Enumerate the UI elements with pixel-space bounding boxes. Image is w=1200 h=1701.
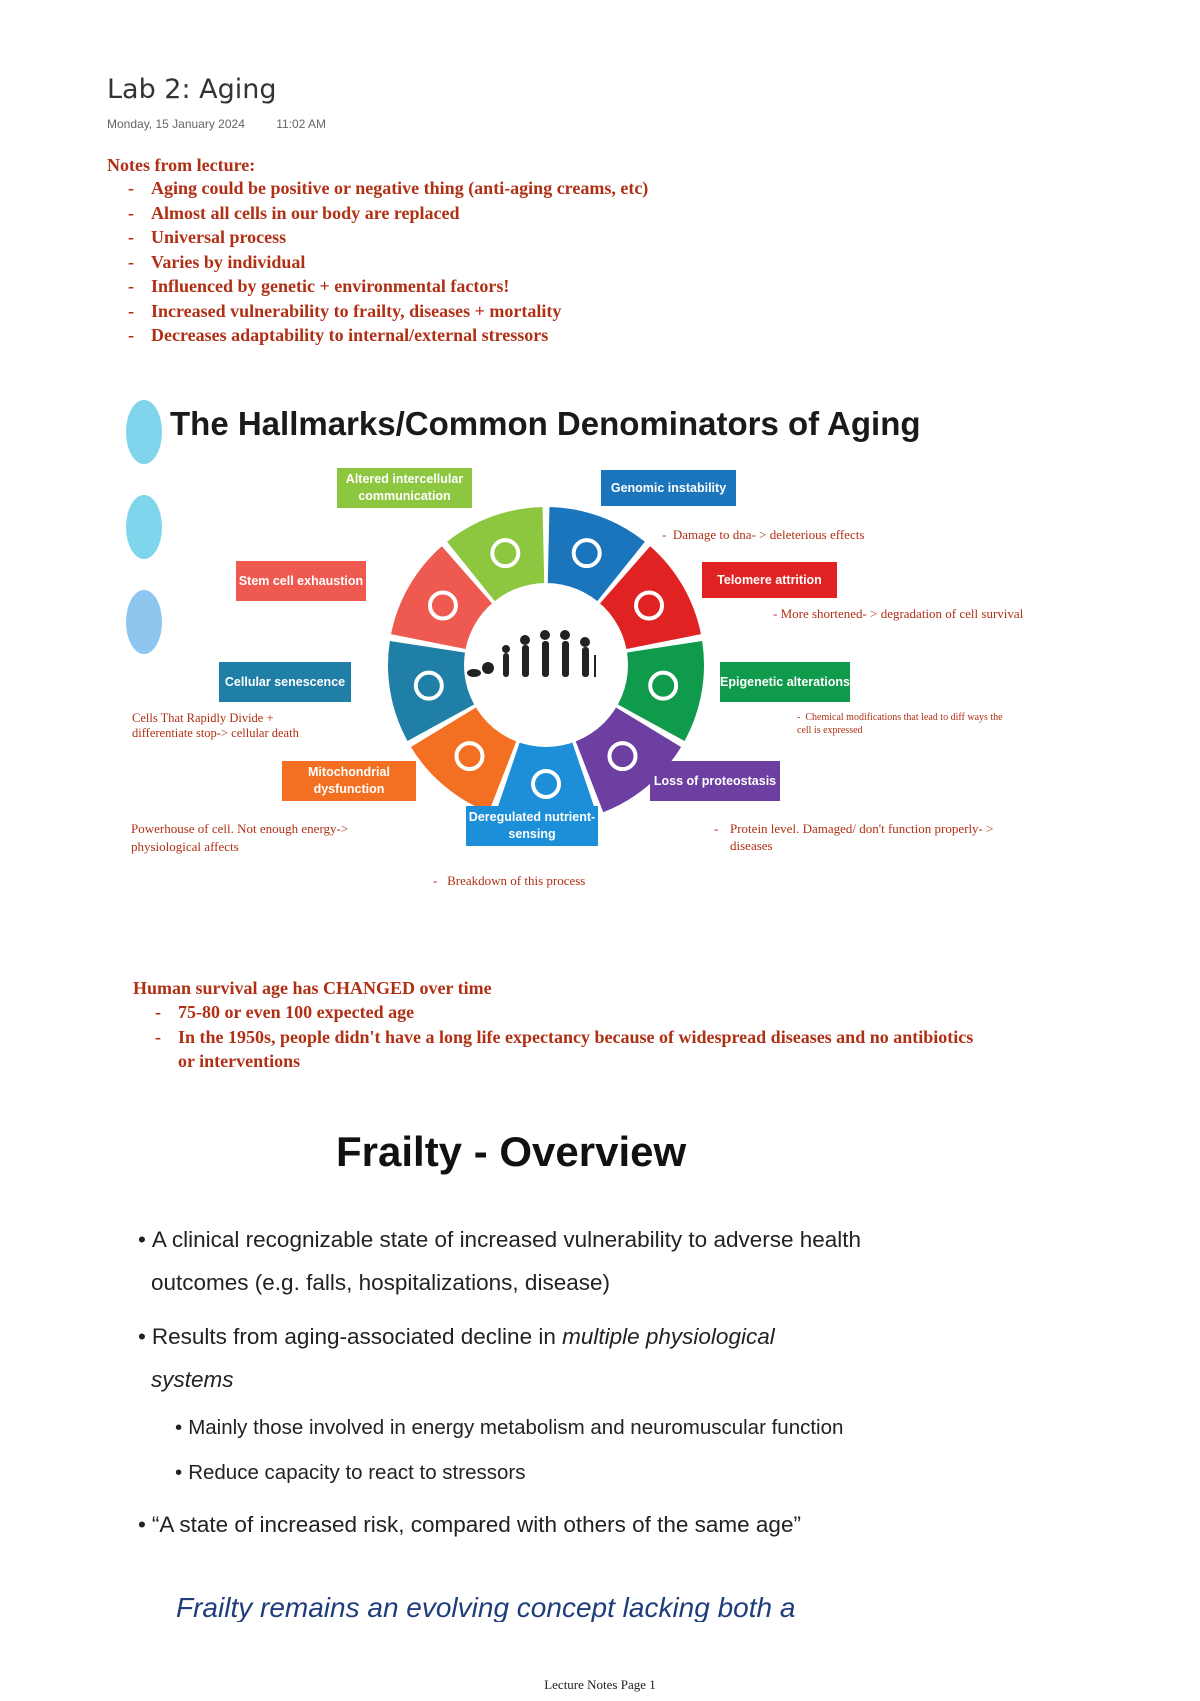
notes-heading: Notes from lecture: bbox=[107, 155, 256, 175]
list-item: - Influenced by genetic + environmental factors! bbox=[128, 274, 648, 299]
annotation-nutrient: - Breakdown of this process bbox=[433, 873, 586, 888]
slide-decoration-bubble bbox=[126, 400, 162, 464]
bullet-dot: • bbox=[138, 1227, 146, 1252]
list-item: - Almost all cells in our body are replaced bbox=[128, 201, 648, 226]
page-date: Monday, 15 January 2024 bbox=[107, 117, 245, 131]
frailty-title: Frailty - Overview bbox=[336, 1128, 687, 1175]
frailty-sub-bullet-2: • Reduce capacity to react to stressors bbox=[175, 1461, 526, 1484]
list-item: - Universal process bbox=[128, 225, 648, 250]
annotation-bullet: - bbox=[433, 873, 448, 888]
hallmark-telomere-box: Telomere attrition bbox=[702, 562, 837, 598]
bullet-dot: • bbox=[175, 1416, 183, 1439]
annotation-bullet: - bbox=[662, 527, 673, 542]
hallmark-intercellular-box: Altered intercellular communication bbox=[337, 468, 472, 508]
survival-heading: Human survival age has CHANGED over time bbox=[133, 978, 492, 998]
page-time: 11:02 AM bbox=[276, 117, 327, 131]
annotation-mitochondrial: Powerhouse of cell. Not enough energy-> physiological affects bbox=[131, 821, 349, 854]
list-item: - 75-80 or even 100 expected age bbox=[155, 1000, 978, 1025]
page-title: Lab 2: Aging bbox=[107, 74, 277, 105]
annotation-epigenetic: - Chemical modifications that lead to diff ways the cell is expressed bbox=[797, 712, 1003, 736]
bullet-dot: • bbox=[138, 1512, 146, 1537]
survival-list bbox=[155, 1000, 978, 1074]
hallmark-nutrient-box: Deregulated nutrient-sensing bbox=[466, 806, 598, 846]
annotation-telomere: - More shortened- > degradation of cell survival bbox=[773, 606, 1024, 621]
hallmark-stemcell-box: Stem cell exhaustion bbox=[236, 561, 366, 601]
annotation-proteostasis: - Protein level. Damaged/ don't function properly- > diseases bbox=[714, 821, 994, 853]
page-footer: Lecture Notes Page 1 bbox=[544, 1677, 656, 1692]
list-item: - Aging could be positive or negative thing (anti-aging creams, etc) bbox=[128, 176, 648, 201]
list-item: - In the 1950s, people didn't have a long life expectancy because of widespread diseases and no antibiotics or interventions bbox=[155, 1025, 978, 1074]
annotation-bullet: - bbox=[714, 821, 719, 836]
frailty-bullet-2: • Results from aging-associated decline in multiple physiological bbox=[138, 1324, 775, 1349]
slide-decoration-bubble bbox=[126, 590, 162, 654]
frailty-tail-text: Frailty remains an evolving concept lacking both a bbox=[176, 1592, 796, 1622]
list-item: - Increased vulnerability to frailty, diseases + mortality bbox=[128, 299, 648, 324]
page-timestamp bbox=[107, 117, 354, 131]
hallmark-epigenetic-box: Epigenetic alterations bbox=[720, 662, 850, 702]
notes-list bbox=[128, 176, 648, 348]
annotation-senescence: Cells That Rapidly Divide + differentiate stop-> cellular death bbox=[132, 711, 299, 740]
hallmark-mitochondrial-box: Mitochondrial dysfunction bbox=[282, 761, 416, 801]
bullet-dot: • bbox=[175, 1461, 183, 1484]
hallmark-senescence-box: Cellular senescence bbox=[219, 662, 351, 702]
frailty-bullet-3: • “A state of increased risk, compared with others of the same age” bbox=[138, 1512, 801, 1537]
list-item: - Varies by individual bbox=[128, 250, 648, 275]
annotation-genomic: - Damage to dna- > deleterious effects bbox=[662, 527, 865, 542]
slide-decoration-bubble bbox=[126, 495, 162, 559]
bullet-dot: • bbox=[138, 1324, 146, 1349]
hallmarks-title: The Hallmarks/Common Denominators of Aging bbox=[170, 405, 921, 442]
hallmark-genomic-box: Genomic instability bbox=[601, 470, 736, 506]
list-item: - Decreases adaptability to internal/external stressors bbox=[128, 323, 648, 348]
frailty-sub-bullet-1: • Mainly those involved in energy metabolism and neuromuscular function bbox=[175, 1416, 844, 1439]
frailty-bullet-1: • A clinical recognizable state of increased vulnerability to adverse health bbox=[138, 1227, 862, 1252]
frailty-bullet-1-cont: outcomes (e.g. falls, hospitalizations, disease) bbox=[151, 1270, 610, 1295]
annotation-bullet: - bbox=[797, 712, 806, 723]
frailty-bullet-2-cont: systems bbox=[151, 1367, 234, 1392]
hallmark-proteostasis-box: Loss of proteostasis bbox=[650, 761, 780, 801]
